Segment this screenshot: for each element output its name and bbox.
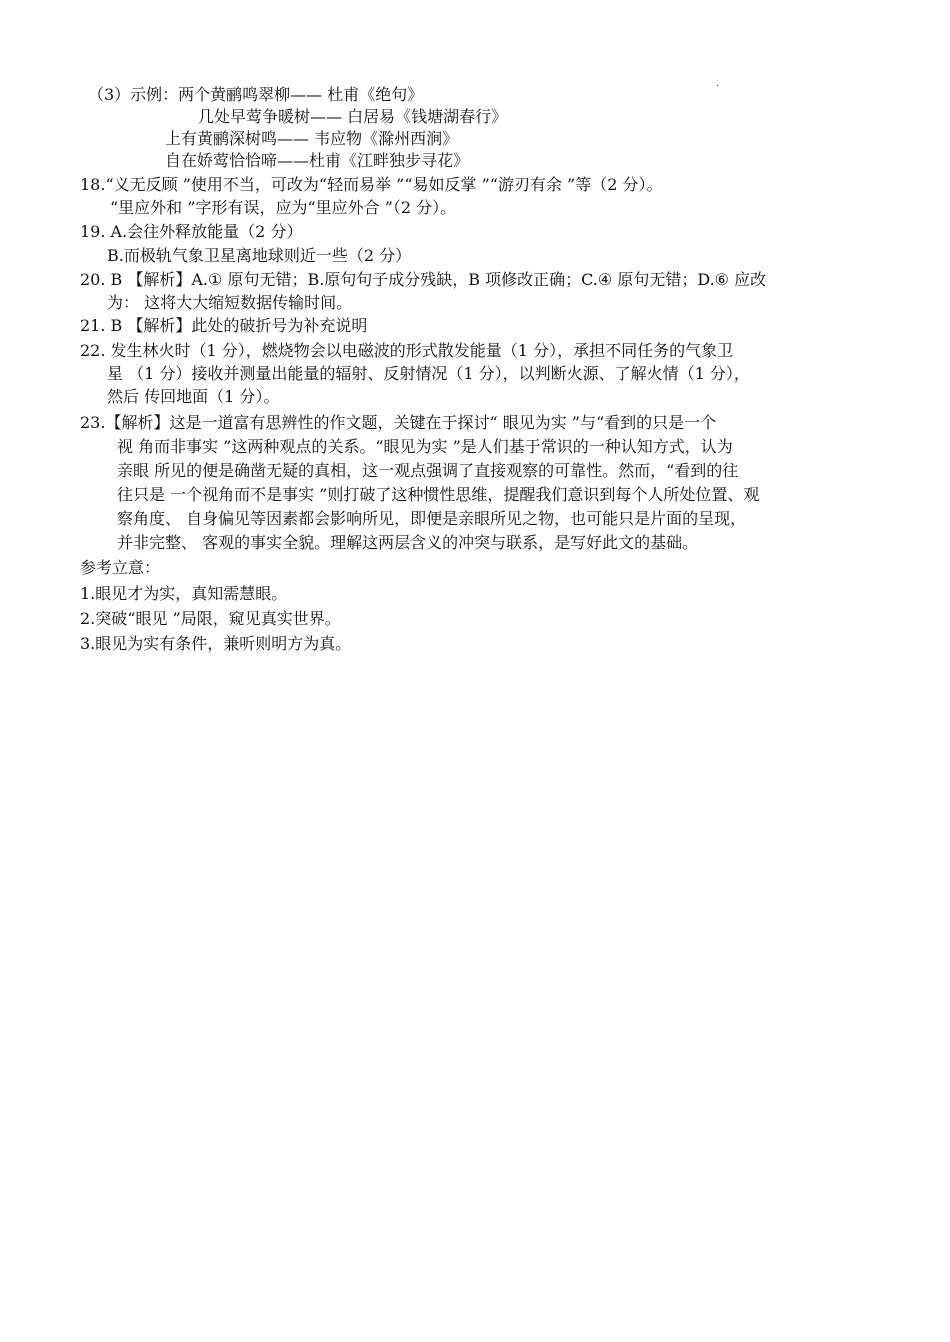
q21-line-1: 21. B 【解析】此处的破折号为补充说明 bbox=[80, 316, 368, 335]
reference-item-3: 3.眼见为实有条件，兼听则明方为真。 bbox=[80, 634, 352, 653]
q22-line-2: 星 （1 分）接收并测量出能量的辐射、反射情况（1 分），以判断火源、了解火情（1 分）， bbox=[107, 364, 750, 383]
q20-line-2: 为： 这将大大缩短数据传输时间。 bbox=[107, 293, 353, 312]
reference-item-1: 1.眼见才为实，真知需慧眼。 bbox=[80, 584, 288, 603]
q17-example-line-4: 自在娇莺恰恰啼——杜甫《江畔独步寻花》 bbox=[165, 151, 470, 170]
q23-line-3: 亲眼 所见的便是确凿无疑的真相，这一观点强调了直接观察的可靠性。然而，“看到的往 bbox=[117, 461, 739, 480]
q23-line-1: 23.【解析】这是一道富有思辨性的作文题，关键在于探讨“ 眼见为实 ”与“看到的只是一个 bbox=[80, 413, 717, 432]
q17-example-line-2: 几处早莺争暖树—— 白居易《钱塘湖春行》 bbox=[198, 107, 508, 126]
q18-line-2: “里应外和 ”字形有误，应为“里应外合 ”（2 分）。 bbox=[110, 198, 457, 217]
q17-example-line-3: 上有黄鹂深树鸣—— 韦应物《滁州西涧》 bbox=[165, 129, 459, 148]
q18-line-1: 18.“义无反顾 ”使用不当，可改为“轻而易举 ”“易如反掌 ”“游刃有余 ”等（2 分）。 bbox=[80, 175, 663, 194]
page-mark: . bbox=[716, 78, 720, 89]
q22-line-3: 然后 传回地面（1 分）。 bbox=[107, 387, 280, 406]
q23-line-4: 往只是 一个视角而不是事实 ”则打破了这种惯性思维，提醒我们意识到每个人所处位置、观 bbox=[117, 485, 760, 504]
q19-line-2: B.而极轨气象卫星离地球则近一些（2 分） bbox=[107, 246, 412, 265]
reference-item-2: 2.突破“眼见 ”局限，窥见真实世界。 bbox=[80, 609, 341, 628]
q23-line-2: 视 角而非事实 ”这两种观点的关系。“眼见为实 ”是人们基于常识的一种认知方式，认为 bbox=[117, 437, 733, 456]
q20-line-1: 20. B 【解析】A.① 原句无错；B.原句句子成分残缺，B 项修改正确；C.④ 原句无错；D.⑥ 应改 bbox=[80, 270, 767, 289]
q19-line-1: 19. A.会往外释放能量（2 分） bbox=[80, 222, 303, 241]
q23-line-5: 察角度、 自身偏见等因素都会影响所见，即便是亲眼所见之物，也可能只是片面的呈现， bbox=[117, 509, 747, 528]
q23-line-6: 并非完整、 客观的事实全貌。理解这两层含义的冲突与联系，是写好此文的基础。 bbox=[117, 533, 699, 552]
q22-line-1: 22. 发生林火时（1 分），燃烧物会以电磁波的形式散发能量（1 分），承担不同任务的气象卫 bbox=[80, 341, 734, 360]
reference-title: 参考立意： bbox=[80, 558, 161, 577]
q17-example-line-1: （3）示例：两个黄鹂鸣翠柳—— 杜甫《绝句》 bbox=[88, 85, 424, 104]
